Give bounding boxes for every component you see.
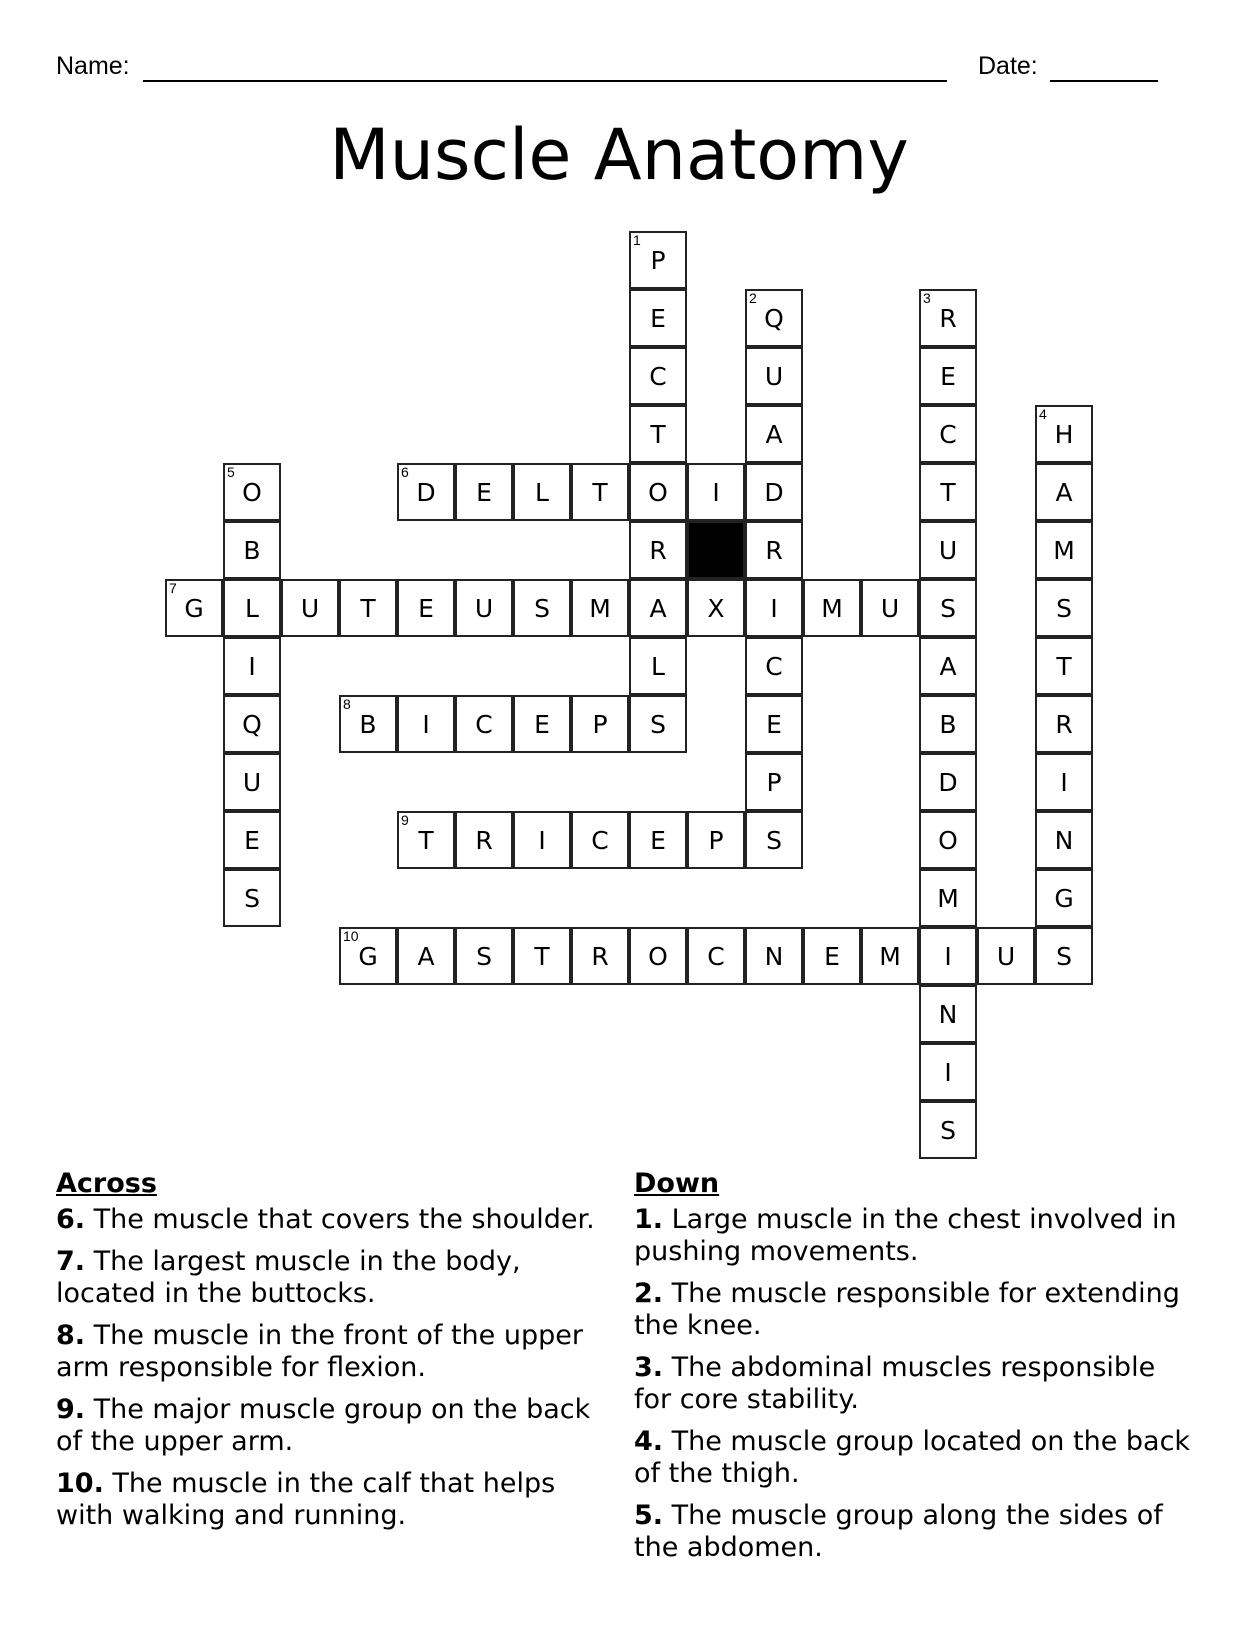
cell-letter: U [764,361,784,391]
cell-letter: R [475,825,493,855]
down-clues [634,1168,1194,1574]
grid-cell[interactable] [1035,405,1093,463]
grid-cell[interactable] [165,579,223,637]
grid-cell[interactable] [919,579,977,637]
cell-letter: N [1054,825,1074,855]
grid-cell[interactable] [919,695,977,753]
cell-letter: R [939,303,957,333]
cell-letter: G [184,593,204,623]
across-clues [56,1168,616,1542]
grid-cell[interactable] [629,289,687,347]
cell-letter: E [824,941,840,971]
grid-cell[interactable] [223,579,281,637]
grid-cell[interactable] [1035,579,1093,637]
clue-item [634,1204,1194,1268]
clue-item [56,1468,616,1532]
clue-item-number: 3. [634,1352,664,1383]
grid-cell[interactable] [571,463,629,521]
cell-letter: A [649,593,667,623]
clue-item-number: 5. [634,1500,664,1531]
cell-letter: T [1056,651,1072,681]
cell-letter: S [940,593,956,623]
grid-cell[interactable] [455,579,513,637]
cell-letter: I [248,651,256,681]
clue-number: 6 [401,464,409,480]
grid-cell[interactable] [919,985,977,1043]
grid-cell[interactable] [919,289,977,347]
cell-letter: A [939,651,957,681]
cell-letter: D [938,767,958,797]
cell-letter: E [534,709,550,739]
clue-item-text: The muscle that covers the shoulder. [85,1204,595,1235]
cell-letter: B [359,709,377,739]
grid-cell[interactable] [223,811,281,869]
grid-cell[interactable] [919,869,977,927]
clue-item-number: 9. [56,1394,86,1425]
grid-cell[interactable] [455,927,513,985]
grid-cell[interactable] [397,927,455,985]
cell-letter: M [821,593,843,623]
cell-letter: S [534,593,550,623]
grid-cell[interactable] [861,927,919,985]
clue-number: 8 [343,696,351,712]
cell-letter: O [242,477,262,507]
grid-cell[interactable] [919,1101,977,1159]
cell-letter: T [534,941,550,971]
grid-cell[interactable] [629,231,687,289]
cell-letter: C [591,825,609,855]
clue-number: 3 [923,290,931,306]
clue-item-number: 1. [634,1204,664,1235]
cell-letter: I [712,477,720,507]
grid-cell[interactable] [455,463,513,521]
clue-item-text: The muscle in the front of the upper arm responsible for flexion. [56,1320,583,1383]
date-label: Date: [978,52,1038,80]
grid-cell[interactable] [687,579,745,637]
cell-letter: I [1060,767,1068,797]
clue-item-text: The largest muscle in the body, located in the buttocks. [56,1246,521,1309]
clue-item-text: The muscle group located on the back of the thigh. [634,1426,1191,1489]
cell-letter: O [648,477,668,507]
grid-cell[interactable] [687,811,745,869]
grid-cell[interactable] [629,579,687,637]
down-heading: Down [634,1168,720,1199]
cell-letter: B [243,535,261,565]
cell-letter: E [766,709,782,739]
cell-letter: M [937,883,959,913]
grid-cell[interactable] [919,521,977,579]
cell-letter: M [589,593,611,623]
cell-letter: E [244,825,260,855]
cell-letter: N [764,941,784,971]
clue-number: 7 [169,580,177,596]
name-label: Name: [56,52,130,80]
cell-letter: O [938,825,958,855]
cell-letter: I [770,593,778,623]
grid-cell[interactable] [919,637,977,695]
cell-letter: Q [242,709,262,739]
grid-cell[interactable] [977,927,1035,985]
grid-cell[interactable] [919,811,977,869]
grid-cell[interactable] [455,695,513,753]
cell-letter: X [707,593,725,623]
grid-cell[interactable] [861,579,919,637]
grid-cell[interactable] [745,811,803,869]
grid-cell[interactable] [513,579,571,637]
grid-cell[interactable] [397,579,455,637]
clue-item [634,1278,1194,1342]
cell-letter: T [650,419,666,449]
cell-letter: O [648,941,668,971]
clue-item [56,1320,616,1384]
grid-cell[interactable] [745,579,803,637]
grid-cell[interactable] [745,637,803,695]
grid-cell[interactable] [745,521,803,579]
grid-cell[interactable] [629,347,687,405]
grid-cell[interactable] [745,753,803,811]
cell-letter: B [939,709,957,739]
cell-letter: Q [764,303,784,333]
clue-item-text: The muscle responsible for extending the knee. [634,1278,1180,1341]
grid-cell[interactable] [397,811,455,869]
clue-item [56,1394,616,1458]
grid-cell[interactable] [745,695,803,753]
grid-cell[interactable] [223,753,281,811]
grid-cell[interactable] [223,695,281,753]
cell-letter: M [1053,535,1075,565]
grid-cell[interactable] [339,695,397,753]
grid-cell[interactable] [629,521,687,579]
cell-letter: I [538,825,546,855]
cell-letter: N [938,999,958,1029]
cell-letter: L [245,593,259,623]
grid-cell[interactable] [919,927,977,985]
across-clue-list [56,1204,616,1532]
cell-letter: A [765,419,783,449]
clue-item-number: 6. [56,1204,86,1235]
clue-item-number: 2. [634,1278,664,1309]
cell-letter: S [650,709,666,739]
grid-cell[interactable] [629,811,687,869]
down-clue-list [634,1204,1194,1564]
grid-cell[interactable] [629,405,687,463]
grid-cell[interactable] [629,463,687,521]
cell-letter: C [649,361,667,391]
grid-cell[interactable] [745,463,803,521]
cell-letter: E [418,593,434,623]
cell-letter: U [474,593,494,623]
clue-number: 1 [633,232,641,248]
cell-letter: T [418,825,434,855]
grid-cell[interactable] [745,289,803,347]
cell-letter: S [940,1115,956,1145]
cell-letter: E [650,825,666,855]
grid-cell[interactable] [513,695,571,753]
cell-letter: M [879,941,901,971]
clue-item-text: The abdominal muscles responsible for core stability. [634,1352,1156,1415]
cell-letter: D [764,477,784,507]
cell-letter: S [244,883,260,913]
clue-number: 4 [1039,406,1047,422]
cell-letter: P [650,245,666,275]
cell-letter: U [880,593,900,623]
grid-cell[interactable] [919,463,977,521]
cell-letter: T [940,477,956,507]
grid-cell[interactable] [571,579,629,637]
grid-cell[interactable] [1035,695,1093,753]
cell-letter: L [651,651,665,681]
grid-cell[interactable] [803,927,861,985]
grid-cell[interactable] [1035,521,1093,579]
grid-cell[interactable] [455,811,513,869]
clue-item-text: The muscle group along the sides of the abdomen. [634,1500,1163,1563]
grid-cell[interactable] [397,695,455,753]
clue-item [634,1500,1194,1564]
grid-cell[interactable] [571,695,629,753]
grid-cell[interactable] [1035,753,1093,811]
cell-letter: S [1056,593,1072,623]
grid-cell[interactable] [223,521,281,579]
cell-letter: U [300,593,320,623]
cell-letter: I [944,1057,952,1087]
cell-letter: T [360,593,376,623]
cell-letter: T [592,477,608,507]
clue-number: 2 [749,290,757,306]
grid-cell[interactable] [629,927,687,985]
clue-item-text: The major muscle group on the back of the upper arm. [56,1394,591,1457]
grid-cell[interactable] [339,927,397,985]
grid-cell[interactable] [687,463,745,521]
cell-letter: U [242,767,262,797]
clue-item-number: 4. [634,1426,664,1457]
grid-cell[interactable] [223,463,281,521]
grid-cell[interactable] [513,927,571,985]
page-title: Muscle Anatomy [329,114,909,196]
grid-cell[interactable] [919,405,977,463]
cell-letter: E [476,477,492,507]
grid-cell[interactable] [1035,463,1093,521]
across-heading: Across [56,1168,157,1199]
grid-cell[interactable] [223,869,281,927]
clue-item-text: The muscle in the calf that helps with walking and running. [56,1468,556,1531]
clue-item-number: 8. [56,1320,86,1351]
grid-cell[interactable] [803,579,861,637]
grid-cell[interactable] [919,753,977,811]
cell-letter: R [591,941,609,971]
cell-letter: G [358,941,378,971]
grid-cell[interactable] [281,579,339,637]
grid-cell[interactable] [1035,637,1093,695]
cell-letter: C [475,709,493,739]
grid-cell[interactable] [571,811,629,869]
grid-cell[interactable] [513,463,571,521]
grid-cell[interactable] [1035,869,1093,927]
cell-letter: R [649,535,667,565]
grid-cell[interactable] [223,637,281,695]
cell-letter: S [1056,941,1072,971]
clue-item [634,1426,1194,1490]
grid-cell[interactable] [1035,927,1093,985]
grid-cell[interactable] [339,579,397,637]
cell-letter: A [417,941,435,971]
cell-letter: E [940,361,956,391]
grid-cell[interactable] [1035,811,1093,869]
cell-letter: G [1054,883,1074,913]
cell-letter: C [939,419,957,449]
grid-cell[interactable] [571,927,629,985]
black-cell [687,521,745,579]
cell-letter: R [1055,709,1073,739]
clue-item-text: Large muscle in the chest involved in pushing movements. [634,1204,1177,1267]
clue-item-number: 7. [56,1246,86,1277]
grid-cell[interactable] [745,347,803,405]
grid-cell[interactable] [687,927,745,985]
cell-letter: P [708,825,724,855]
cell-letter: R [765,535,783,565]
clue-number: 9 [401,812,409,828]
grid-cell[interactable] [745,927,803,985]
grid-cell[interactable] [919,347,977,405]
grid-cell[interactable] [513,811,571,869]
grid-cell[interactable] [629,637,687,695]
grid-cell[interactable] [919,1043,977,1101]
clue-item [56,1204,616,1236]
clue-item-number: 10. [56,1468,104,1499]
clue-item [56,1246,616,1310]
grid-cell[interactable] [629,695,687,753]
cell-letter: U [938,535,958,565]
grid-cell[interactable] [397,463,455,521]
grid-cell[interactable] [745,405,803,463]
cell-letter: L [535,477,549,507]
cell-letter: S [476,941,492,971]
cell-letter: S [766,825,782,855]
clue-item [634,1352,1194,1416]
cell-letter: I [422,709,430,739]
cell-letter: P [592,709,608,739]
clue-number: 10 [343,928,359,944]
cell-letter: D [416,477,436,507]
cell-letter: C [765,651,783,681]
cell-letter: U [996,941,1016,971]
cell-letter: C [707,941,725,971]
cell-letter: P [766,767,782,797]
cell-letter: I [944,941,952,971]
cell-letter: E [650,303,666,333]
cell-letter: A [1055,477,1073,507]
cell-letter: H [1054,419,1074,449]
clue-number: 5 [227,464,235,480]
